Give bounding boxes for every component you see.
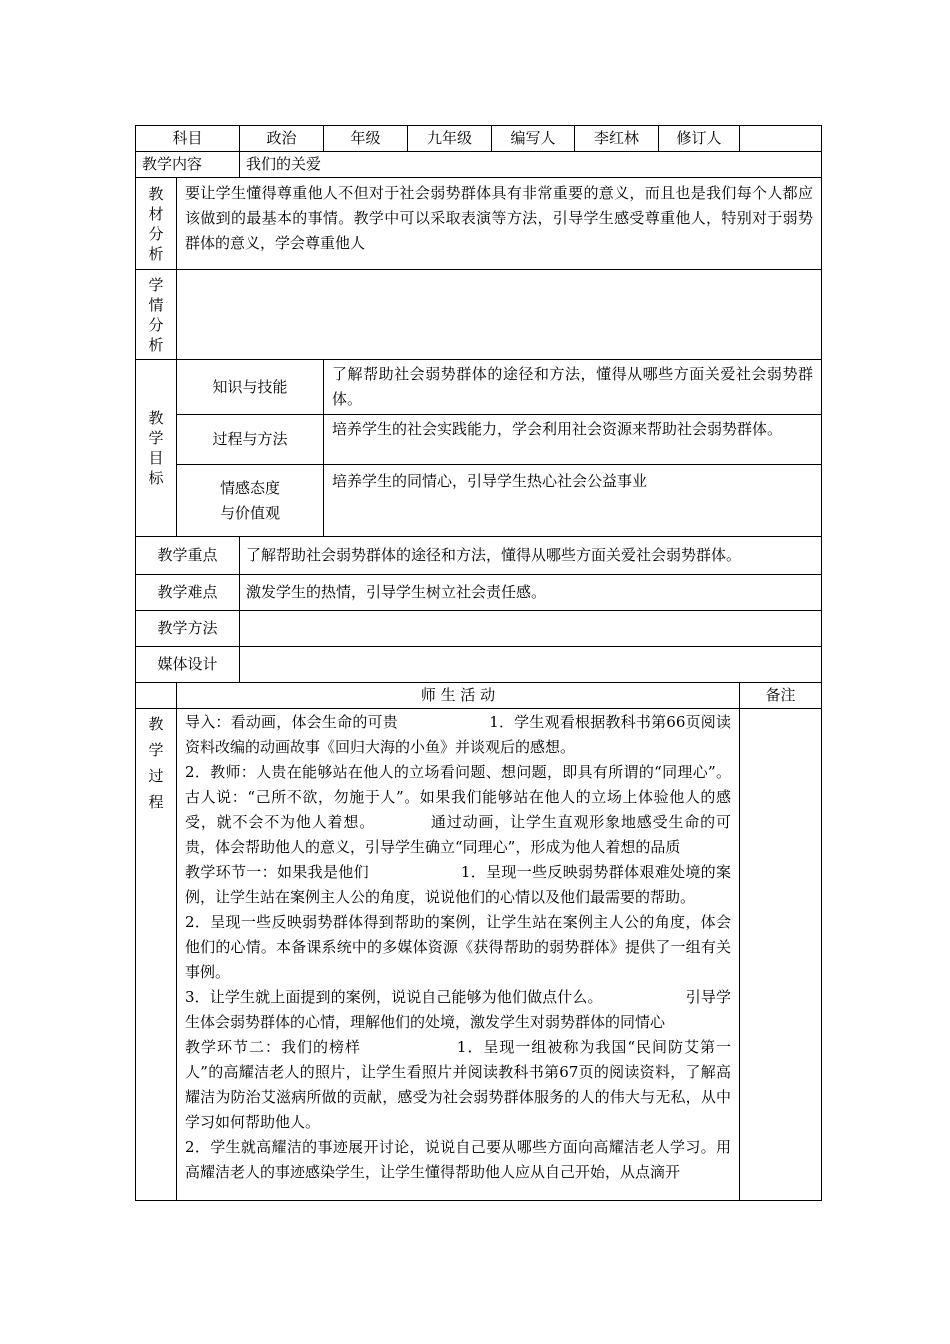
method-row	[136, 611, 822, 647]
reviser-label: 修订人	[659, 126, 740, 152]
process-paragraph: 教学环节二：我们的榜样 1．呈现一组被称为我国“民间防艾第一人”的高耀洁老人的照片，让学生看照片并阅读教科书第67页的阅读资料，了解高耀洁为防治艾滋病所做的贡献，感受为社会弱势群体服务的人的伟大与无私，从中学习如何帮助他人。	[185, 1038, 732, 1131]
process-header-row	[136, 683, 822, 709]
process-paragraph: 3．让学生就上面提到的案例，说说自己能够为他们做点什么。 引导学生体会弱势群体的心情，理解他们的处境，激发学生对弱势群体的同情心	[185, 988, 732, 1031]
subject-label: 科目	[136, 126, 240, 152]
lesson-plan-table	[135, 125, 822, 1201]
content-row	[136, 152, 822, 178]
emotion-text: 培养学生的同情心，引导学生热心社会公益事业	[324, 465, 822, 537]
objectives-label: 教 学 目 标	[136, 360, 177, 537]
process-label: 教 学 过 程	[136, 709, 177, 1201]
emotion-label-line-2: 与价值观	[220, 503, 281, 522]
learner-analysis-label: 学 情 分 析	[136, 270, 177, 360]
emotion-label-line-1: 情感态度	[220, 478, 281, 497]
learner-analysis-text	[177, 270, 822, 360]
process-body-row	[136, 709, 822, 1201]
objective-knowledge-row	[136, 360, 822, 415]
content-value: 我们的关爱	[240, 152, 822, 178]
process-method-label: 过程与方法	[177, 415, 324, 465]
process-paragraph: 2．学生就高耀洁的事迹展开讨论，说说自己要从哪些方面向高耀洁老人学习。用高耀洁老人的事迹感染学生，让学生懂得帮助他人应从自己开始，从点滴开	[185, 1138, 732, 1181]
material-analysis-label: 教 材 分 析	[136, 178, 177, 270]
knowledge-label: 知识与技能	[177, 360, 324, 415]
media-row	[136, 647, 822, 683]
process-method-text: 培养学生的社会实践能力，学会利用社会资源来帮助社会弱势群体。	[324, 415, 822, 465]
media-label: 媒体设计	[136, 647, 240, 683]
knowledge-text: 了解帮助社会弱势群体的途径和方法，懂得从哪些方面关爱社会弱势群体。	[324, 360, 822, 415]
material-analysis-text: 要让学生懂得尊重他人不但对于社会弱势群体具有非常重要的意义，而且也是我们每个人都应该做到的最基本的事情。教学中可以采取表演等方法，引导学生感受尊重他人，特别对于弱势群体的意义，学会尊重他人	[177, 178, 822, 270]
objective-emotion-row	[136, 465, 822, 537]
method-value	[240, 611, 822, 647]
process-notes	[740, 709, 822, 1201]
objective-process-row	[136, 415, 822, 465]
difficulty-value: 激发学生的热情，引导学生树立社会责任感。	[240, 575, 822, 611]
author-label: 编写人	[492, 126, 575, 152]
process-paragraph: 2．教师：人贵在能够站在他人的立场看问题、想问题，即具有所谓的“同理心”。古人说：“己所不欲，勿施于人”。如果我们能够站在他人的立场上体验他人的感受，就不会不为他人着想。 通过动画，让学生直观形象地感受生命的可贵，体会帮助他人的意义，引导学生确立“同理心”，形成为他人着想的品质	[185, 763, 732, 856]
content-label: 教学内容	[136, 152, 240, 178]
lesson-plan-page	[135, 125, 821, 1201]
process-header-blank	[136, 683, 177, 709]
media-value	[240, 647, 822, 683]
notes-header: 备注	[740, 683, 822, 709]
key-point-value: 了解帮助社会弱势群体的途径和方法，懂得从哪些方面关爱社会弱势群体。	[240, 537, 822, 575]
grade-value: 九年级	[408, 126, 492, 152]
material-analysis-row	[136, 178, 822, 270]
subject-value: 政治	[240, 126, 324, 152]
key-point-label: 教学重点	[136, 537, 240, 575]
header-row	[136, 126, 822, 152]
process-paragraph: 导入：看动画，体会生命的可贵 1．学生观看根据教科书第66页阅读资料改编的动画故事《回归大海的小鱼》并谈观后的感想。	[185, 713, 732, 756]
process-paragraph: 2．呈现一些反映弱势群体得到帮助的案例，让学生站在案例主人公的角度，体会他们的心情。本备课系统中的多媒体资源《获得帮助的弱势群体》提供了一组有关事例。	[185, 913, 732, 981]
activity-header: 师 生 活 动	[177, 683, 740, 709]
learner-analysis-row	[136, 270, 822, 360]
difficulty-row	[136, 575, 822, 611]
emotion-label	[177, 465, 324, 537]
difficulty-label: 教学难点	[136, 575, 240, 611]
process-activity-text	[177, 709, 740, 1201]
grade-label: 年级	[324, 126, 408, 152]
method-label: 教学方法	[136, 611, 240, 647]
reviser-value	[740, 126, 822, 152]
author-value: 李红林	[575, 126, 659, 152]
process-paragraph: 教学环节一：如果我是他们 1．呈现一些反映弱势群体艰难处境的案例，让学生站在案例主人公的角度，说说他们的心情以及他们最需要的帮助。	[185, 863, 732, 906]
key-point-row	[136, 537, 822, 575]
